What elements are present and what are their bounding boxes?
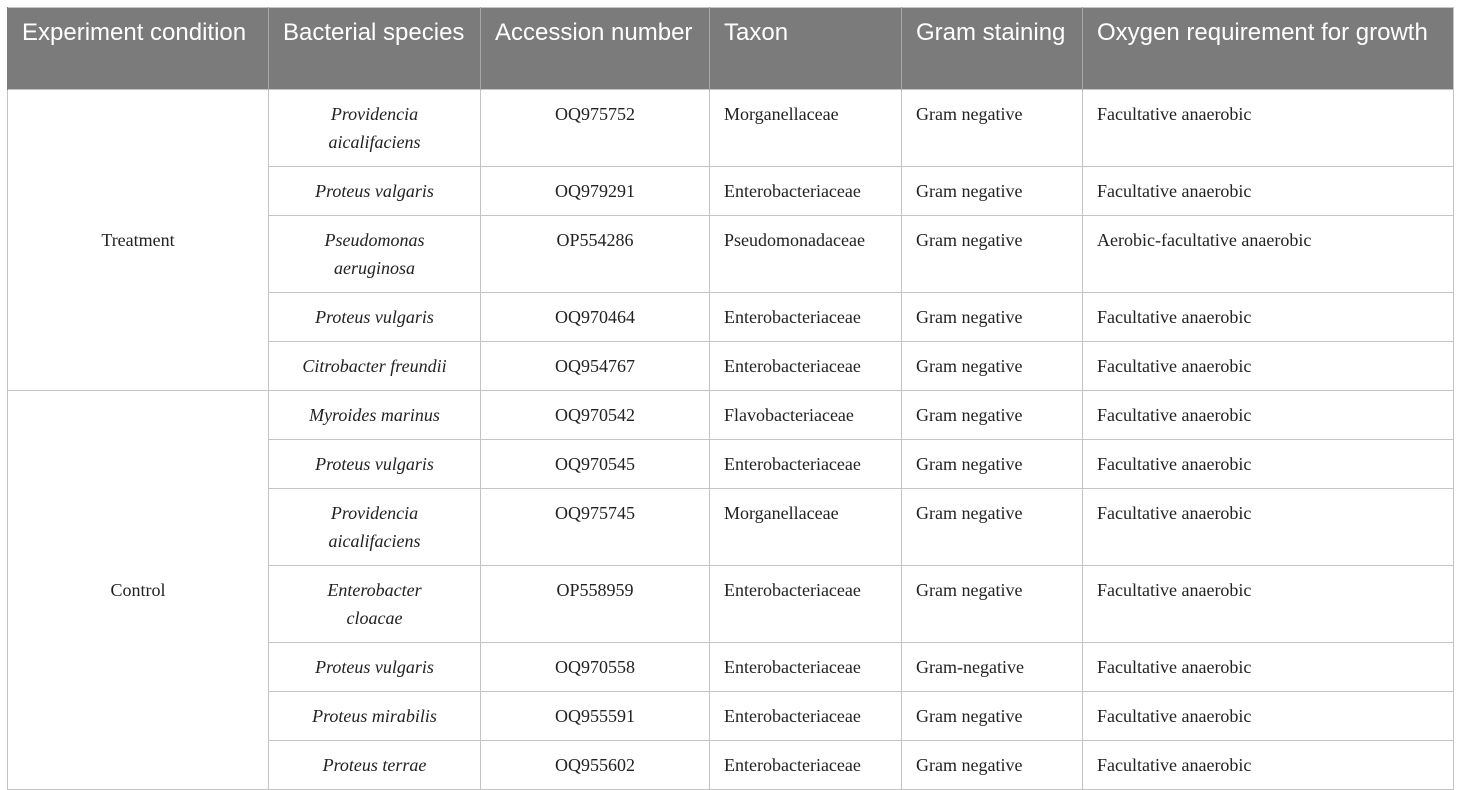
taxon-cell: Enterobacteriaceae: [710, 167, 902, 216]
species-cell: Enterobacter cloacae: [269, 566, 481, 643]
oxygen-requirement-cell: Facultative anaerobic: [1083, 643, 1454, 692]
taxon-cell: Pseudomonadaceae: [710, 216, 902, 293]
taxon-cell: Enterobacteriaceae: [710, 741, 902, 790]
taxon-cell: Morganellaceae: [710, 489, 902, 566]
species-cell: Proteus terrae: [269, 741, 481, 790]
oxygen-requirement-cell: Facultative anaerobic: [1083, 391, 1454, 440]
experiment-condition-cell: Treatment: [8, 90, 269, 391]
species-cell: Proteus valgaris: [269, 167, 481, 216]
header-accession-number: Accession number: [481, 8, 710, 90]
oxygen-requirement-cell: Facultative anaerobic: [1083, 489, 1454, 566]
gram-staining-cell: Gram negative: [902, 741, 1083, 790]
gram-staining-cell: Gram negative: [902, 566, 1083, 643]
taxon-cell: Enterobacteriaceae: [710, 643, 902, 692]
gram-staining-cell: Gram negative: [902, 293, 1083, 342]
species-cell: Proteus mirabilis: [269, 692, 481, 741]
header-bacterial-species: Bacterial species: [269, 8, 481, 90]
accession-cell: OQ975745: [481, 489, 710, 566]
accession-cell: OP554286: [481, 216, 710, 293]
gram-staining-cell: Gram negative: [902, 342, 1083, 391]
taxon-cell: Flavobacteriaceae: [710, 391, 902, 440]
species-cell: Proteus vulgaris: [269, 293, 481, 342]
species-cell: Proteus vulgaris: [269, 643, 481, 692]
species-cell: Proteus vulgaris: [269, 440, 481, 489]
accession-cell: OQ955591: [481, 692, 710, 741]
taxon-cell: Enterobacteriaceae: [710, 440, 902, 489]
oxygen-requirement-cell: Facultative anaerobic: [1083, 566, 1454, 643]
taxon-cell: Enterobacteriaceae: [710, 342, 902, 391]
gram-staining-cell: Gram negative: [902, 391, 1083, 440]
gram-staining-cell: Gram negative: [902, 440, 1083, 489]
gram-staining-cell: Gram negative: [902, 167, 1083, 216]
accession-cell: OQ970542: [481, 391, 710, 440]
species-cell: Providencia aicalifaciens: [269, 489, 481, 566]
bacteria-table: [7, 7, 1454, 790]
gram-staining-cell: Gram negative: [902, 90, 1083, 167]
gram-staining-cell: Gram-negative: [902, 643, 1083, 692]
oxygen-requirement-cell: Aerobic-facultative anaerobic: [1083, 216, 1454, 293]
oxygen-requirement-cell: Facultative anaerobic: [1083, 692, 1454, 741]
header-experiment-condition: Experiment condition: [8, 8, 269, 90]
gram-staining-cell: Gram negative: [902, 216, 1083, 293]
table-header: [8, 8, 1454, 90]
accession-cell: OQ970464: [481, 293, 710, 342]
accession-cell: OQ955602: [481, 741, 710, 790]
table-row: [8, 391, 1454, 440]
taxon-cell: Enterobacteriaceae: [710, 566, 902, 643]
taxon-cell: Enterobacteriaceae: [710, 692, 902, 741]
oxygen-requirement-cell: Facultative anaerobic: [1083, 167, 1454, 216]
accession-cell: OP558959: [481, 566, 710, 643]
species-cell: Citrobacter freundii: [269, 342, 481, 391]
taxon-cell: Morganellaceae: [710, 90, 902, 167]
table-body: [8, 90, 1454, 790]
oxygen-requirement-cell: Facultative anaerobic: [1083, 293, 1454, 342]
species-cell: Providencia aicalifaciens: [269, 90, 481, 167]
gram-staining-cell: Gram negative: [902, 692, 1083, 741]
header-oxygen-requirement: Oxygen requirement for growth: [1083, 8, 1454, 90]
accession-cell: OQ979291: [481, 167, 710, 216]
gram-staining-cell: Gram negative: [902, 489, 1083, 566]
accession-cell: OQ954767: [481, 342, 710, 391]
header-gram-staining: Gram staining: [902, 8, 1083, 90]
oxygen-requirement-cell: Facultative anaerobic: [1083, 440, 1454, 489]
oxygen-requirement-cell: Facultative anaerobic: [1083, 90, 1454, 167]
accession-cell: OQ970545: [481, 440, 710, 489]
experiment-condition-cell: Control: [8, 391, 269, 790]
accession-cell: OQ970558: [481, 643, 710, 692]
accession-cell: OQ975752: [481, 90, 710, 167]
oxygen-requirement-cell: Facultative anaerobic: [1083, 342, 1454, 391]
species-cell: Pseudomonas aeruginosa: [269, 216, 481, 293]
oxygen-requirement-cell: Facultative anaerobic: [1083, 741, 1454, 790]
species-cell: Myroides marinus: [269, 391, 481, 440]
header-taxon: Taxon: [710, 8, 902, 90]
table-row: [8, 90, 1454, 167]
taxon-cell: Enterobacteriaceae: [710, 293, 902, 342]
